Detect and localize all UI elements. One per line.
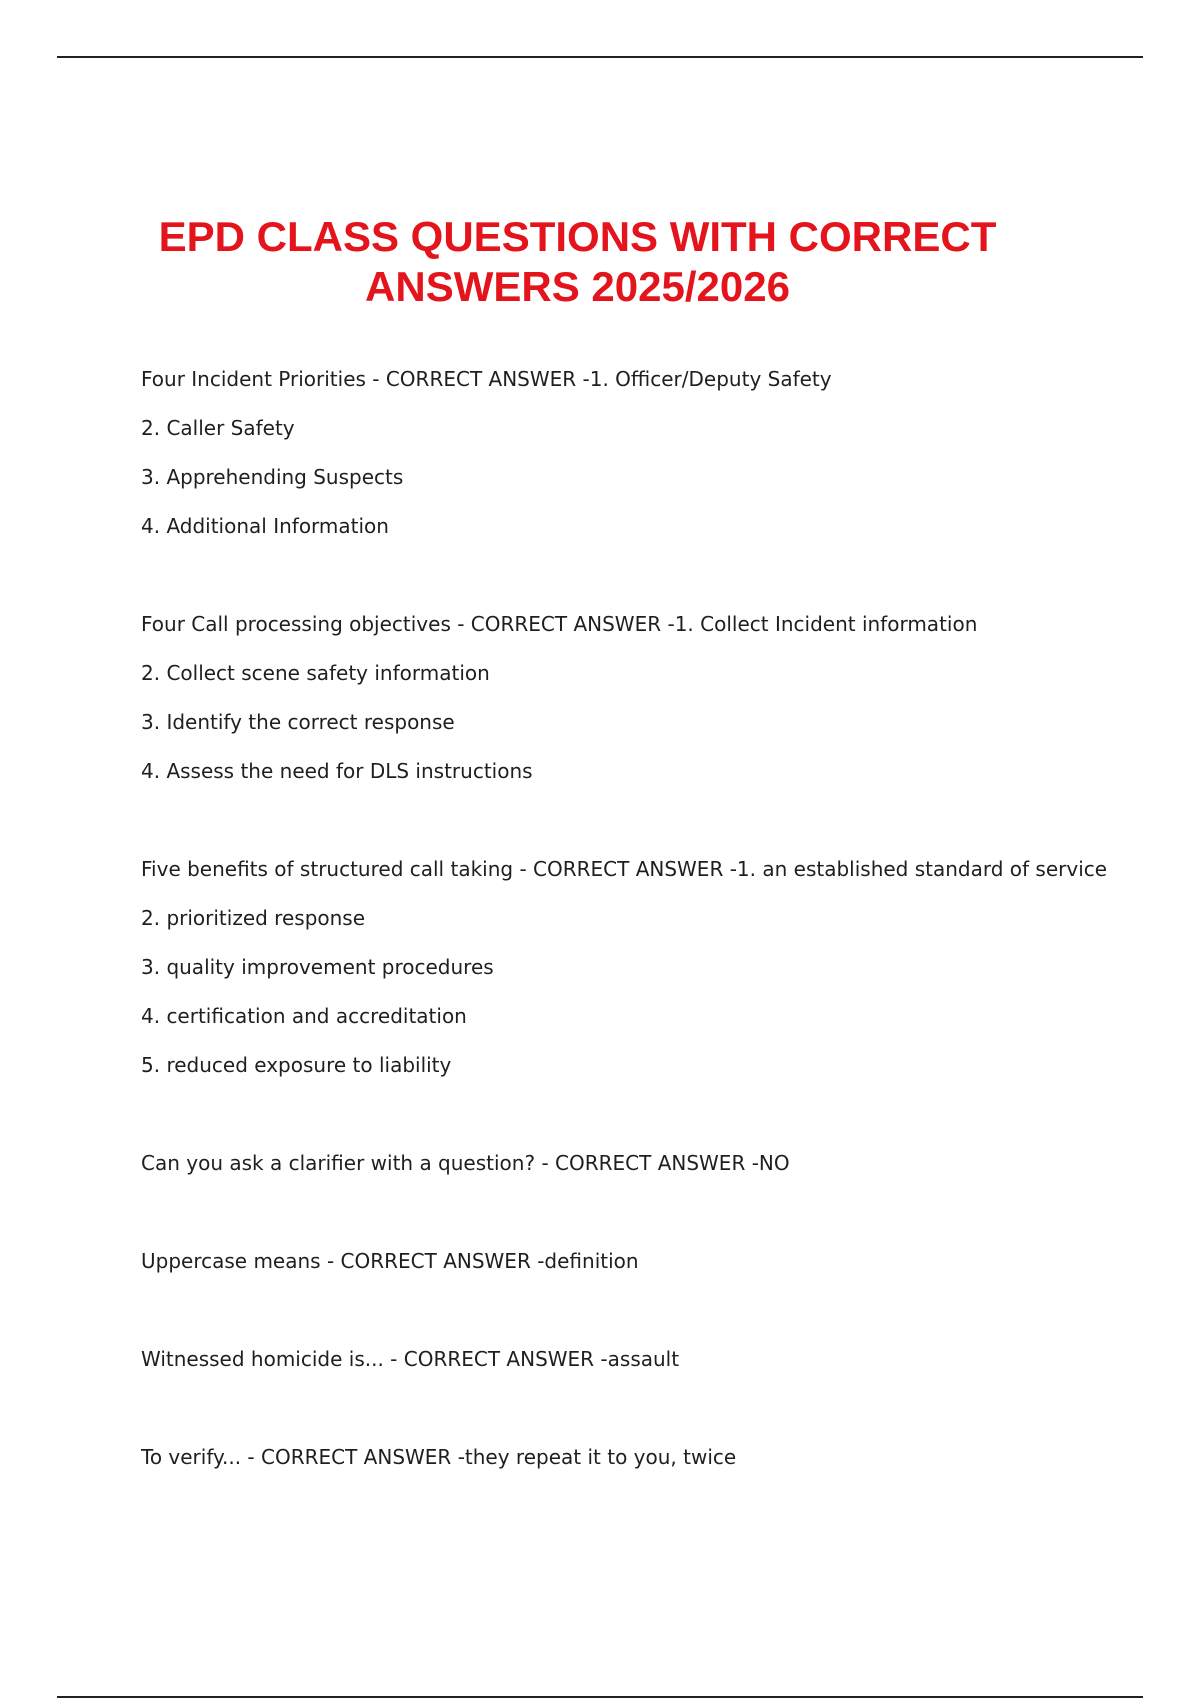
document-title — [100, 212, 1055, 312]
document-title-line-1: EPD CLASS QUESTIONS WITH CORRECT — [158, 213, 997, 260]
footer-rule — [57, 1696, 1143, 1698]
qa-3-answer-2: 2. prioritized response — [141, 906, 366, 930]
qa-3-question: Five benefits of structured call taking - CORRECT ANSWER -1. an established standard of service — [141, 857, 1108, 881]
qa-2-answer-3: 3. Identify the correct response — [141, 710, 455, 734]
qa-2-answer-2: 2. Collect scene safety information — [141, 661, 490, 685]
qa-1-answer-4: 4. Additional Information — [141, 514, 389, 538]
qa-1-answer-2: 2. Caller Safety — [141, 416, 295, 440]
qa-5-question: Uppercase means - CORRECT ANSWER -definition — [141, 1249, 639, 1273]
qa-3-answer-4: 4. certification and accreditation — [141, 1004, 467, 1028]
qa-6-question: Witnessed homicide is... - CORRECT ANSWER -assault — [141, 1347, 680, 1371]
qa-3-answer-3: 3. quality improvement procedures — [141, 955, 494, 979]
qa-7-question: To verify... - CORRECT ANSWER -they repeat it to you, twice — [141, 1445, 737, 1469]
qa-1-answer-3: 3. Apprehending Suspects — [141, 465, 404, 489]
header-rule — [57, 56, 1143, 58]
document-title-line-2: ANSWERS 2025/2026 — [365, 263, 790, 310]
qa-1-question: Four Incident Priorities - CORRECT ANSWER -1. Officer/Deputy Safety — [141, 367, 832, 391]
qa-3-answer-5: 5. reduced exposure to liability — [141, 1053, 452, 1077]
qa-4-question: Can you ask a clarifier with a question? - CORRECT ANSWER -NO — [141, 1151, 790, 1175]
qa-2-question: Four Call processing objectives - CORRECT ANSWER -1. Collect Incident information — [141, 612, 978, 636]
qa-2-answer-4: 4. Assess the need for DLS instructions — [141, 759, 533, 783]
